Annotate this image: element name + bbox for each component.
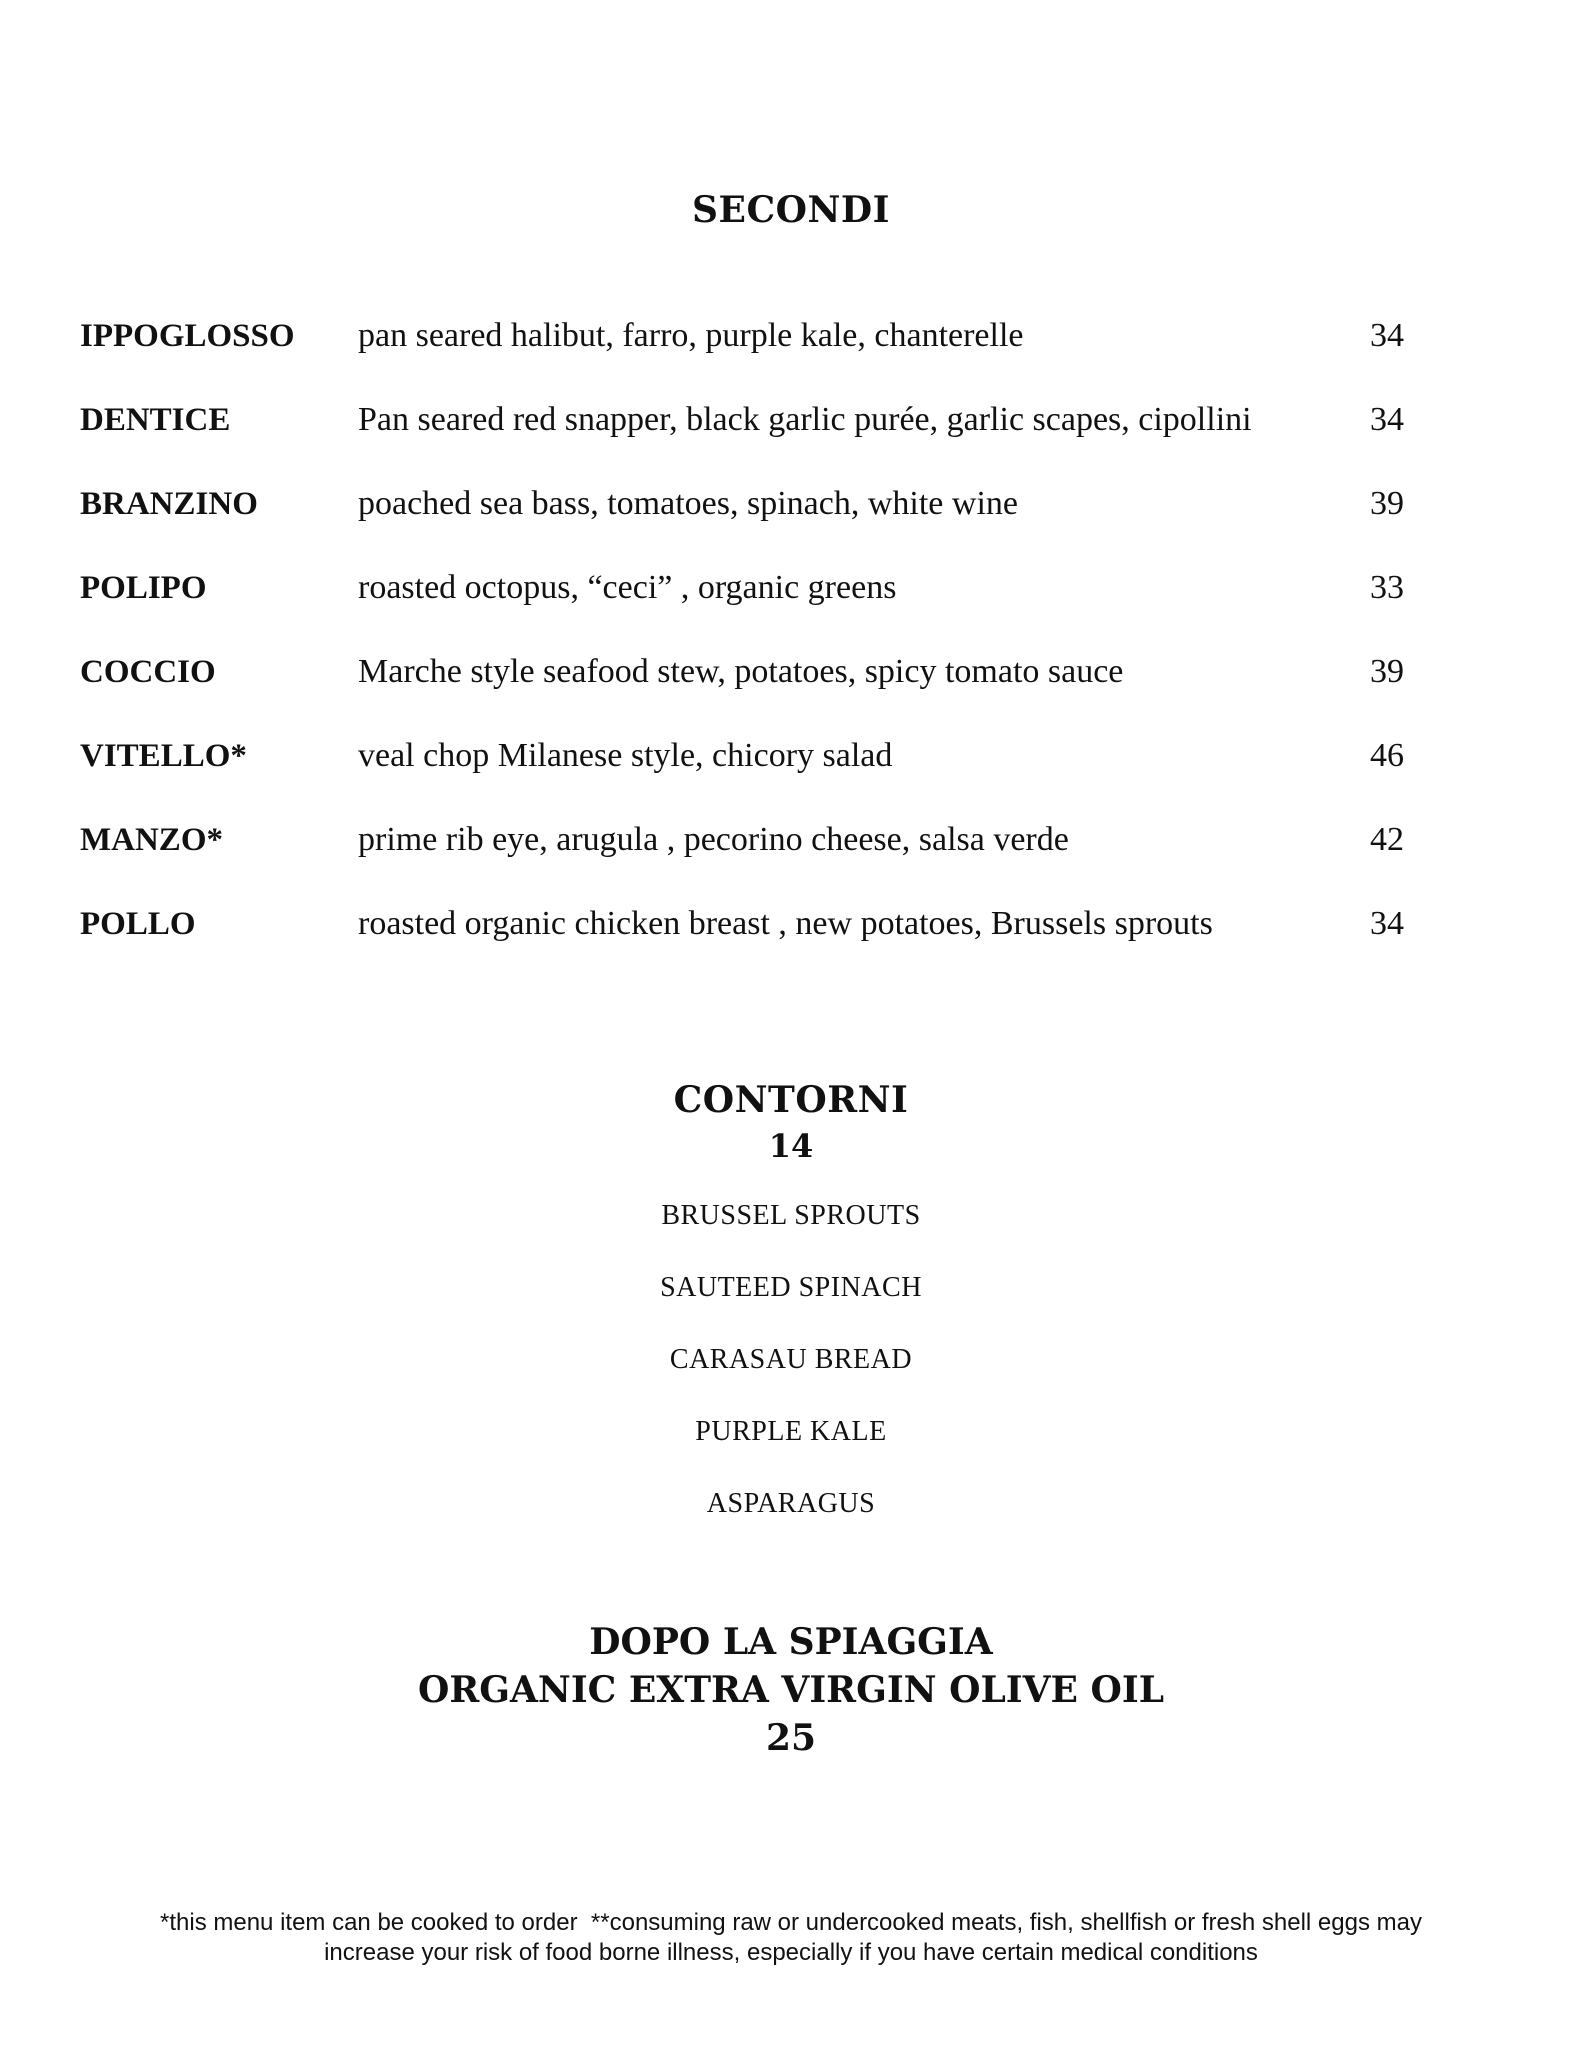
side-item: SAUTEED SPINACH: [660, 1272, 922, 1303]
oil-price: 25: [765, 1717, 817, 1759]
footnote-line-1: *this menu item can be cooked to order **consuming raw or undercooked meats, fish, shellfish or fresh shell eggs may: [160, 1909, 1422, 1936]
menu-item: [80, 732, 1420, 816]
side-item: PURPLE KALE: [695, 1416, 887, 1447]
olive-oil-block: [0, 1618, 1582, 1762]
item-name: IPPOGLOSSO: [80, 318, 295, 354]
menu-item: [80, 312, 1420, 396]
item-price: 46: [1370, 737, 1404, 774]
menu-item: [80, 816, 1420, 900]
contorni-price: 14: [768, 1127, 814, 1165]
secondi-list: [80, 312, 1420, 984]
oil-title: DOPO LA SPIAGGIA: [589, 1621, 993, 1663]
item-name: POLLO: [80, 906, 196, 942]
item-name: COCCIO: [80, 654, 216, 690]
item-description: veal chop Milanese style, chicory salad: [358, 737, 893, 774]
item-description: roasted octopus, “ceci” , organic greens: [358, 569, 897, 606]
item-price: 33: [1370, 569, 1404, 606]
item-name: POLIPO: [80, 570, 207, 606]
secondi-title: SECONDI: [692, 189, 890, 231]
item-description: poached sea bass, tomatoes, spinach, white wine: [358, 485, 1018, 522]
oil-subtitle: ORGANIC EXTRA VIRGIN OLIVE OIL: [417, 1669, 1165, 1711]
menu-item: [80, 900, 1420, 984]
footnote-line-2: increase your risk of food borne illness, especially if you have certain medical conditions: [324, 1939, 1258, 1966]
side-item: CARASAU BREAD: [669, 1344, 913, 1375]
item-description: Marche style seafood stew, potatoes, spicy tomato sauce: [358, 653, 1124, 690]
contorni-list: [0, 1196, 1582, 1556]
menu-item: [80, 564, 1420, 648]
item-description: pan seared halibut, farro, purple kale, chanterelle: [358, 317, 1024, 354]
side-item: BRUSSEL SPROUTS: [661, 1200, 921, 1231]
item-name: VITELLO*: [80, 738, 247, 774]
item-price: 39: [1370, 485, 1404, 522]
item-price: 39: [1370, 653, 1404, 690]
footnote: [0, 1908, 1582, 1968]
item-name: DENTICE: [80, 402, 231, 438]
item-price: 34: [1370, 905, 1404, 942]
item-price: 42: [1370, 821, 1404, 858]
menu-item: [80, 396, 1420, 480]
contorni-title: CONTORNI: [673, 1079, 909, 1121]
menu-item: [80, 480, 1420, 564]
menu-item: [80, 648, 1420, 732]
item-price: 34: [1370, 317, 1404, 354]
item-description: prime rib eye, arugula , pecorino cheese, salsa verde: [358, 821, 1069, 858]
item-description: roasted organic chicken breast , new potatoes, Brussels sprouts: [358, 905, 1213, 942]
item-price: 34: [1370, 401, 1404, 438]
item-description: Pan seared red snapper, black garlic purée, garlic scapes, cipollini: [358, 401, 1252, 438]
item-name: BRANZINO: [80, 486, 258, 522]
item-name: MANZO*: [80, 822, 223, 858]
side-item: ASPARAGUS: [706, 1488, 876, 1519]
